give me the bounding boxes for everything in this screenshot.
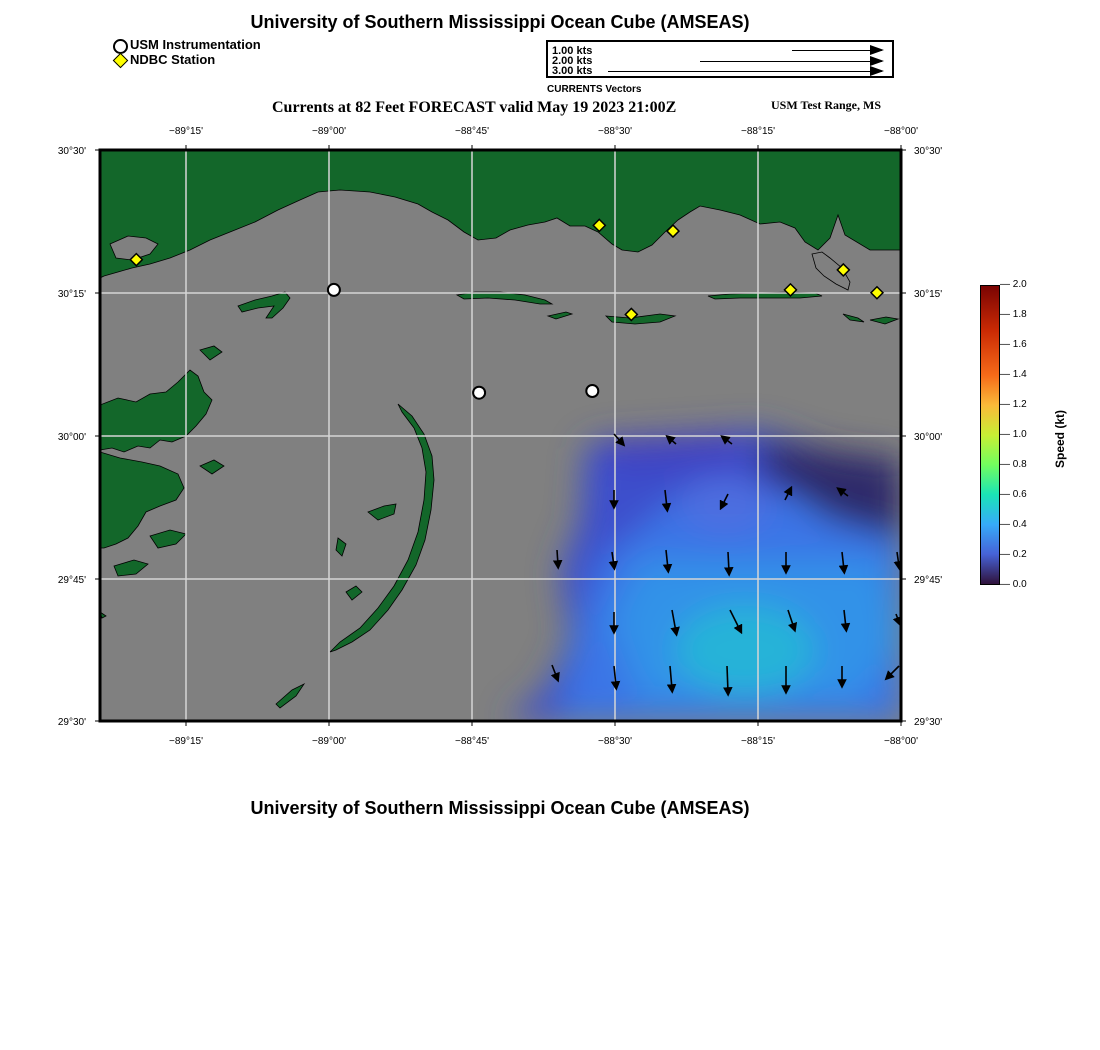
lat-tick-right-3: 30°00' xyxy=(914,432,943,443)
colorbar-tick-1-0: — 1.0 xyxy=(1000,429,1027,440)
lat-tick-right-2: 30°15' xyxy=(914,289,943,300)
lat-tick-left-5: 29°30' xyxy=(57,717,86,728)
lat-tick-left-2: 30°15' xyxy=(57,289,86,300)
usm-instrument-marker-2 xyxy=(473,387,485,399)
colorbar-tick-0-0: — 0.0 xyxy=(1000,579,1027,590)
lat-tick-right-5: 29°30' xyxy=(914,717,943,728)
usm-instrument-marker-3 xyxy=(586,385,598,397)
lat-tick-left-4: 29°45' xyxy=(57,575,86,586)
lon-tick-top-3: −88°45' xyxy=(455,126,489,137)
colorbar-label: Speed (kt) xyxy=(1053,410,1067,469)
vector-key-title: CURRENTS Vectors xyxy=(547,84,642,95)
colorbar-tick-1-6: — 1.6 xyxy=(1000,339,1027,350)
colorbar-tick-1-2: — 1.2 xyxy=(1000,399,1027,410)
vector-key-label-2: 2.00 kts xyxy=(552,55,593,67)
region-label: USM Test Range, MS xyxy=(771,98,882,112)
colorbar-tick-0-8: — 0.8 xyxy=(1000,459,1027,470)
lon-tick-bottom-4: −88°30' xyxy=(598,736,632,747)
chart-title: University of Southern Mississippi Ocean Cube (AMSEAS) xyxy=(250,12,750,32)
footer-title: University of Southern Mississippi Ocean Cube (AMSEAS) xyxy=(250,798,750,818)
lon-tick-top-5: −88°15' xyxy=(741,126,775,137)
lat-tick-left-3: 30°00' xyxy=(57,432,86,443)
speed-colorbar xyxy=(980,285,1000,585)
lon-tick-bottom-6: −88°00' xyxy=(884,736,918,747)
lon-tick-top-1: −89°15' xyxy=(169,126,203,137)
lon-tick-bottom-2: −89°00' xyxy=(312,736,346,747)
colorbar-tick-2-0: — 2.0 xyxy=(1000,279,1027,290)
lat-tick-right-4: 29°45' xyxy=(914,575,943,586)
lon-tick-bottom-3: −88°45' xyxy=(455,736,489,747)
colorbar-tick-0-4: — 0.4 xyxy=(1000,519,1027,530)
lon-tick-top-6: −88°00' xyxy=(884,126,918,137)
vector-key-label-1: 1.00 kts xyxy=(552,45,593,57)
colorbar-tick-1-8: — 1.8 xyxy=(1000,309,1027,320)
lat-tick-right-1: 30°30' xyxy=(914,146,943,157)
lon-tick-bottom-5: −88°15' xyxy=(741,736,775,747)
lon-tick-top-4: −88°30' xyxy=(598,126,632,137)
map-subtitle: Currents at 82 Feet FORECAST valid May 19 2023 21:00Z xyxy=(272,99,677,116)
lon-tick-bottom-1: −89°15' xyxy=(169,736,203,747)
lon-tick-top-2: −89°00' xyxy=(312,126,346,137)
usm-legend-label: USM Instrumentation xyxy=(130,37,261,52)
lat-tick-left-1: 30°30' xyxy=(57,146,86,157)
vector-key-label-3: 3.00 kts xyxy=(552,65,593,77)
usm-instrument-marker-1 xyxy=(328,284,340,296)
colorbar-tick-1-4: — 1.4 xyxy=(1000,369,1027,380)
ndbc-legend-label: NDBC Station xyxy=(130,52,216,67)
colorbar-tick-0-6: — 0.6 xyxy=(1000,489,1027,500)
colorbar-tick-0-2: — 0.2 xyxy=(1000,549,1027,560)
